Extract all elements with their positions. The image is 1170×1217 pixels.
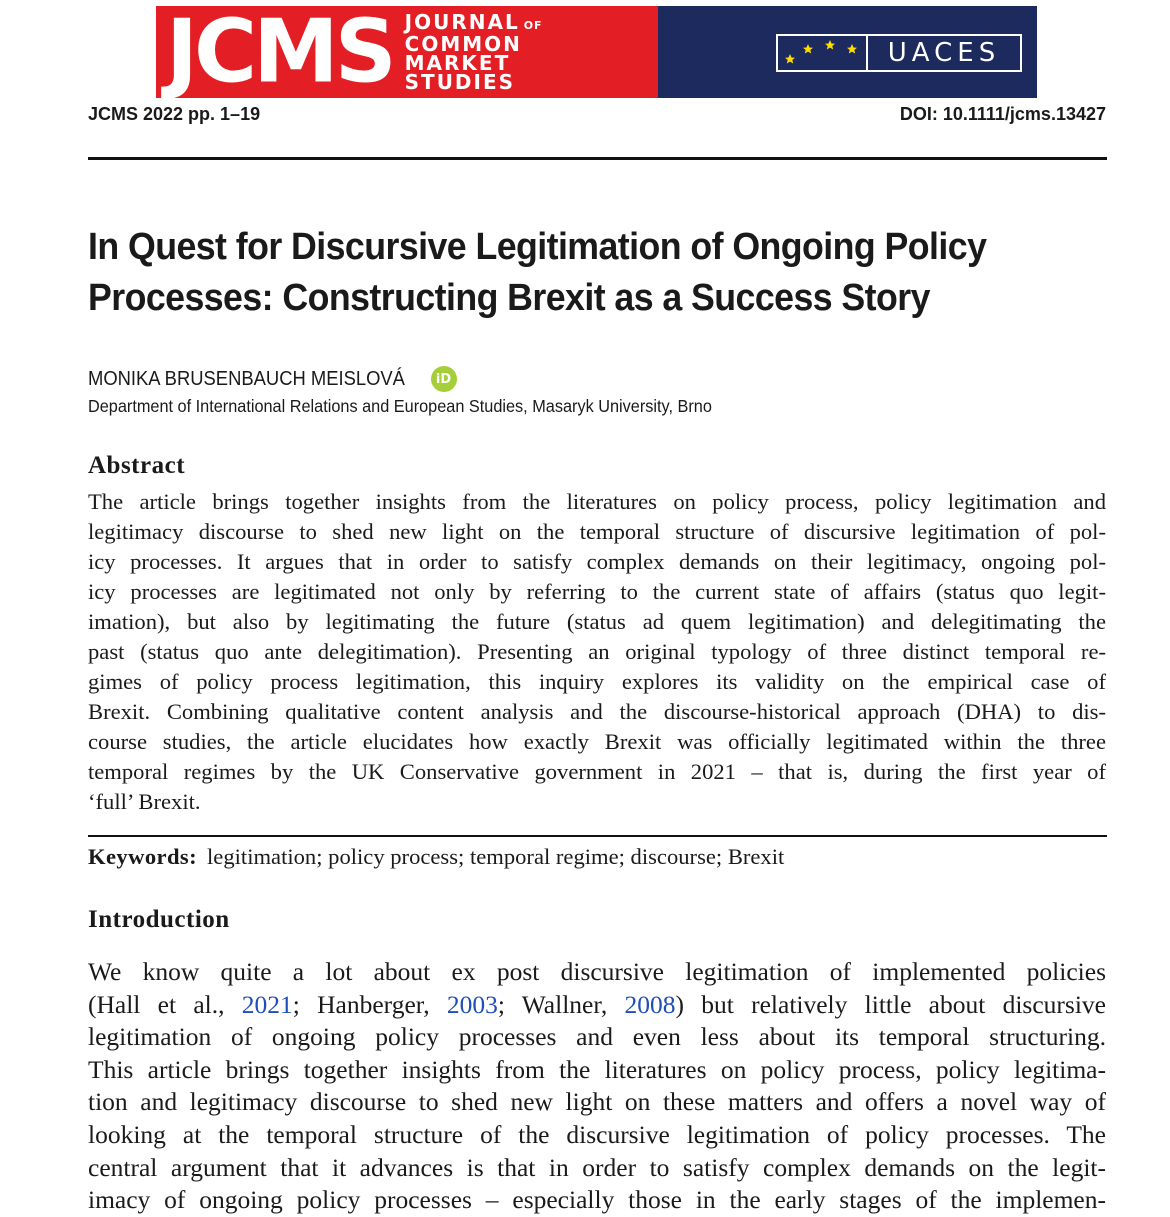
doi-link[interactable]: DOI: 10.1111/jcms.13427 (899, 104, 1106, 124)
common-word: COMMON (404, 31, 522, 56)
studies-word: STUDIES (404, 69, 516, 94)
citation-link[interactable]: 2021 (241, 989, 293, 1019)
header-divider (88, 157, 1107, 160)
abstract-line: course studies, the article elucidates how exactly Brexit was officially legitimated within the three (88, 729, 1106, 754)
keywords-line (88, 844, 784, 870)
citation-link[interactable]: 2003 (446, 989, 498, 1019)
abstract-heading: Abstract (88, 452, 186, 479)
keywords-list: legitimation; policy process; temporal regime; discourse; Brexit (207, 844, 785, 869)
keywords-divider (88, 835, 1107, 837)
intro-line: central argument that it advances is that in order to satisfy complex demands on the legit- (88, 1152, 1106, 1182)
intro-line: looking at the temporal structure of the discursive legitimation of policy processes. The (88, 1119, 1106, 1149)
journal-banner (156, 6, 1037, 98)
intro-line: We know quite a lot about ex post discursive legitimation of implemented policies (88, 957, 1106, 986)
abstract-line: legitimacy discourse to shed new light on the temporal structure of discursive legitimation of pol- (88, 519, 1106, 544)
eu-stars-icon (778, 36, 868, 70)
abstract-line: temporal regimes by the UK Conservative government in 2021 – that is, during the first year of (88, 759, 1106, 784)
abstract-line: past (status quo ante delegitimation). Presenting an original typology of three distinct temporal re- (88, 639, 1106, 664)
intro-line: legitimation of ongoing policy processes and even less about its temporal structuring. (88, 1022, 1106, 1052)
journal-reference: JCMS 2022 pp. 1–19 (88, 104, 261, 124)
author-line (88, 366, 457, 392)
market-word: MARKET (404, 50, 511, 75)
orcid-icon[interactable]: iD (431, 366, 457, 392)
article-title (88, 222, 1037, 324)
title-line: Processes: Constructing Brexit as a Success Story (88, 277, 930, 319)
abstract-line: gimes of policy process legitimation, this inquiry explores its validity on the empirical case of (88, 669, 1106, 694)
abstract-line: The article brings together insights from the literatures on policy process, policy legitimation and (88, 489, 1106, 514)
keywords-label: Keywords: (88, 844, 198, 869)
of-word: OF (523, 18, 543, 32)
uaces-logo (776, 34, 1022, 72)
abstract-line: Brexit. Combining qualitative content analysis and the discourse-historical approach (DHA) to dis- (88, 699, 1106, 724)
citation-link[interactable]: 2008 (624, 989, 676, 1019)
abstract-line: icy processes are legitimated not only by referring to the current state of affairs (status quo legit- (88, 579, 1106, 604)
abstract-line: icy processes. It argues that in order to satisfy complex demands on their legitimacy, ongoing pol- (88, 549, 1106, 574)
journal-word: JOURNAL (404, 9, 520, 34)
introduction-text (88, 956, 1106, 1217)
abstract-line: imation), but also by legitimating the future (status ad quem legitimation) and delegitimating the (88, 609, 1106, 634)
intro-line: imacy of ongoing policy processes – especially those in the early stages of the implemen- (88, 1185, 1106, 1215)
jcms-wordmark: JCMS (166, 6, 393, 98)
intro-text: ; Wallner, (497, 989, 625, 1019)
intro-text: ; Hanberger, (292, 989, 447, 1019)
title-line: In Quest for Discursive Legitimation of Ongoing Policy (88, 226, 987, 268)
author-affiliation: Department of International Relations and European Studies, Masaryk University, Brno (88, 396, 712, 416)
author-name: MONIKA BRUSENBAUCH MEISLOVÁ (88, 367, 405, 390)
jcms-logo (156, 6, 658, 98)
uaces-panel (658, 6, 1037, 98)
journal-full-name (404, 9, 543, 94)
abstract-line: ‘full’ Brexit. (88, 789, 201, 814)
intro-line: tion and legitimacy discourse to shed new light on these matters and offers a novel way of (88, 1087, 1106, 1117)
intro-text: ) but relatively little about discursive (675, 989, 1106, 1019)
uaces-wordmark: UACES (887, 38, 1001, 68)
intro-line-citations (88, 989, 1106, 1022)
intro-line: This article brings together insights from the literatures on policy process, policy legitima- (88, 1054, 1106, 1084)
abstract-text (88, 487, 1106, 817)
intro-text: (Hall et al., (88, 989, 242, 1019)
introduction-heading: Introduction (88, 906, 230, 933)
